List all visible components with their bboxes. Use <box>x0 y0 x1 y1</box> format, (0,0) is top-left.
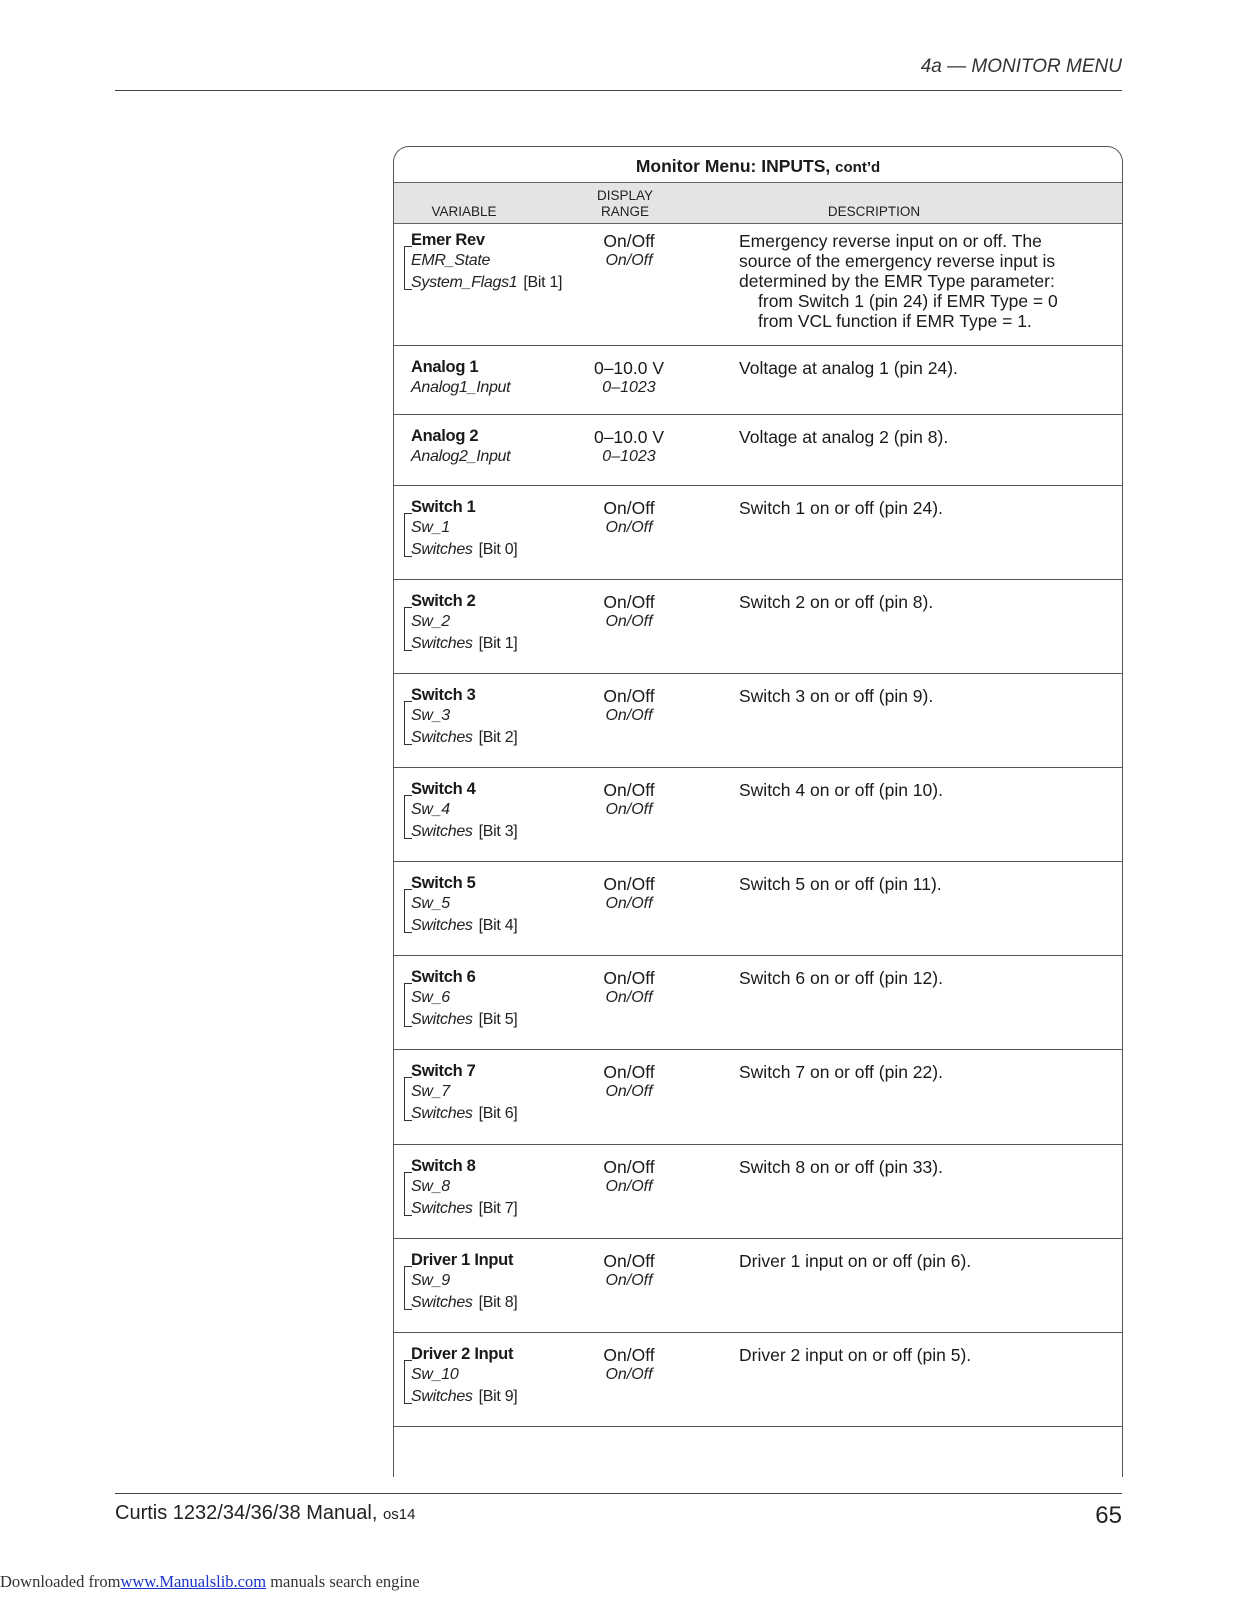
register-bit: [Bit 5] <box>478 1011 518 1028</box>
variable-name: Switch 1 <box>411 498 476 516</box>
vcl-register <box>411 1105 517 1123</box>
header-rule <box>115 90 1122 91</box>
description-line: determined by the EMR Type parameter: <box>739 271 1055 291</box>
register-name: System_Flags1 <box>411 274 518 291</box>
table-title-sub: cont’d <box>835 159 881 176</box>
vcl-range: 0–1023 <box>602 448 656 465</box>
register-name: Switches <box>411 1105 473 1122</box>
description-line: Driver 2 input on or off (pin 5). <box>739 1345 972 1365</box>
description <box>739 780 1099 800</box>
description <box>739 686 1099 706</box>
description-line: Switch 1 on or off (pin 24). <box>739 498 943 518</box>
vcl-variable: Sw_2 <box>411 613 450 630</box>
table-row <box>394 1238 1122 1333</box>
display-range: On/Off <box>603 968 655 988</box>
display-range: On/Off <box>603 1157 655 1177</box>
display-range: 0–10.0 V <box>593 358 665 378</box>
description-line: Switch 6 on or off (pin 12). <box>739 968 943 988</box>
download-suffix: manuals search engine <box>266 1572 420 1591</box>
display-range: On/Off <box>603 874 655 894</box>
vcl-variable: Sw_9 <box>411 1272 450 1289</box>
display-range: On/Off <box>603 498 655 518</box>
table-row <box>394 485 1122 580</box>
vcl-register <box>411 1200 517 1218</box>
vcl-register <box>411 635 517 653</box>
vcl-range: On/Off <box>605 1272 653 1289</box>
description <box>739 498 1099 518</box>
download-prefix: Downloaded from <box>0 1572 121 1591</box>
table-row <box>394 414 1122 486</box>
register-name: Switches <box>411 1011 473 1028</box>
description <box>739 231 1099 331</box>
table-title <box>394 156 1122 177</box>
page-number: 65 <box>1095 1502 1122 1529</box>
vcl-range: On/Off <box>605 1083 653 1100</box>
footer-manual-name: Curtis 1232/34/36/38 Manual, <box>115 1502 378 1524</box>
vcl-range: On/Off <box>605 1366 653 1383</box>
description-line: Switch 3 on or off (pin 9). <box>739 686 934 706</box>
table-row <box>394 767 1122 862</box>
vcl-variable: Sw_1 <box>411 519 450 536</box>
vcl-variable: Sw_5 <box>411 895 450 912</box>
description-line: Voltage at analog 1 (pin 24). <box>739 358 958 378</box>
register-name: Switches <box>411 729 473 746</box>
register-bit: [Bit 1] <box>523 274 563 291</box>
display-range: 0–10.0 V <box>593 427 665 447</box>
register-bit: [Bit 4] <box>478 917 518 934</box>
variable-name: Analog 1 <box>411 358 479 376</box>
table-row <box>394 861 1122 956</box>
footer-manual-title <box>115 1502 416 1525</box>
register-bit: [Bit 1] <box>478 635 518 652</box>
column-header-range-line1: DISPLAY <box>596 188 654 203</box>
table-row <box>394 345 1122 415</box>
description-line: Emergency reverse input on or off. The <box>739 231 1042 251</box>
register-bit: [Bit 6] <box>478 1105 518 1122</box>
register-name: Switches <box>411 541 473 558</box>
variable-name: Switch 4 <box>411 780 476 798</box>
description-line: Switch 7 on or off (pin 22). <box>739 1062 943 1082</box>
description <box>739 592 1099 612</box>
column-header-description: DESCRIPTION <box>827 204 921 219</box>
variable-name: Emer Rev <box>411 231 485 249</box>
description-line: Switch 8 on or off (pin 33). <box>739 1157 943 1177</box>
variable-name: Analog 2 <box>411 427 479 445</box>
table-row <box>394 579 1122 674</box>
table-title-main: Monitor Menu: INPUTS, <box>635 156 831 176</box>
table-row <box>394 1332 1122 1427</box>
display-range: On/Off <box>603 780 655 800</box>
table-row <box>394 955 1122 1050</box>
vcl-register <box>411 274 562 292</box>
monitor-menu-table <box>393 146 1123 1477</box>
vcl-register <box>411 1388 517 1406</box>
vcl-variable: Analog2_Input <box>411 448 511 465</box>
variable-name: Switch 5 <box>411 874 476 892</box>
vcl-range: On/Off <box>605 1178 653 1195</box>
column-header-variable: VARIABLE <box>431 204 497 219</box>
vcl-variable: Analog1_Input <box>411 379 511 396</box>
column-header-range <box>580 188 670 220</box>
manualslib-link[interactable]: www.Manualslib.com <box>120 1572 267 1591</box>
description-line: Switch 5 on or off (pin 11). <box>739 874 942 894</box>
display-range: On/Off <box>603 686 655 706</box>
section-header: 4a — MONITOR MENU <box>920 56 1122 77</box>
register-bit: [Bit 9] <box>478 1388 518 1405</box>
table-row <box>394 218 1122 346</box>
description <box>739 1251 1099 1271</box>
footer-rule <box>115 1493 1122 1494</box>
download-notice <box>0 1572 420 1592</box>
description <box>739 427 1099 447</box>
variable-name: Switch 3 <box>411 686 476 704</box>
register-bit: [Bit 7] <box>478 1200 518 1217</box>
vcl-variable: Sw_3 <box>411 707 450 724</box>
vcl-range: On/Off <box>605 519 653 536</box>
vcl-register <box>411 917 517 935</box>
description <box>739 1157 1099 1177</box>
register-name: Switches <box>411 1388 473 1405</box>
vcl-register <box>411 541 517 559</box>
description-line: Voltage at analog 2 (pin 8). <box>739 427 949 447</box>
vcl-variable: Sw_10 <box>411 1366 459 1383</box>
description-line: source of the emergency reverse input is <box>739 251 1056 271</box>
vcl-variable: Sw_7 <box>411 1083 450 1100</box>
vcl-range: On/Off <box>605 252 653 269</box>
vcl-register <box>411 1011 517 1029</box>
register-bit: [Bit 3] <box>478 823 518 840</box>
register-name: Switches <box>411 1200 473 1217</box>
register-bit: [Bit 2] <box>478 729 518 746</box>
variable-name: Switch 8 <box>411 1157 476 1175</box>
vcl-range: 0–1023 <box>602 379 656 396</box>
description-indented-line: from VCL function if EMR Type = 1. <box>758 311 1032 331</box>
register-name: Switches <box>411 1294 473 1311</box>
description-line: Switch 2 on or off (pin 8). <box>739 592 934 612</box>
register-name: Switches <box>411 823 473 840</box>
display-range: On/Off <box>603 1062 655 1082</box>
variable-name: Switch 2 <box>411 592 476 610</box>
vcl-variable: EMR_State <box>411 252 491 269</box>
table-row <box>394 1144 1122 1239</box>
description <box>739 968 1099 988</box>
variable-name: Driver 2 Input <box>411 1345 514 1363</box>
description <box>739 358 1099 378</box>
table-row <box>394 1049 1122 1145</box>
variable-name: Switch 7 <box>411 1062 476 1080</box>
register-bit: [Bit 8] <box>478 1294 518 1311</box>
display-range: On/Off <box>603 1251 655 1271</box>
register-name: Switches <box>411 917 473 934</box>
vcl-range: On/Off <box>605 989 653 1006</box>
vcl-range: On/Off <box>605 801 653 818</box>
column-header-range-line2: RANGE <box>600 204 649 219</box>
vcl-range: On/Off <box>605 895 653 912</box>
table-row <box>394 673 1122 768</box>
vcl-variable: Sw_4 <box>411 801 450 818</box>
register-bit: [Bit 0] <box>478 541 518 558</box>
vcl-register <box>411 729 517 747</box>
display-range: On/Off <box>603 592 655 612</box>
display-range: On/Off <box>603 1345 655 1365</box>
description-indented-line: from Switch 1 (pin 24) if EMR Type = 0 <box>758 291 1058 311</box>
description <box>739 874 1099 894</box>
description-line: Driver 1 input on or off (pin 6). <box>739 1251 972 1271</box>
footer-revision: os14 <box>382 1506 416 1523</box>
variable-name: Switch 6 <box>411 968 476 986</box>
vcl-register <box>411 823 517 841</box>
vcl-range: On/Off <box>605 613 653 630</box>
vcl-variable: Sw_6 <box>411 989 450 1006</box>
register-name: Switches <box>411 635 473 652</box>
variable-name: Driver 1 Input <box>411 1251 514 1269</box>
vcl-range: On/Off <box>605 707 653 724</box>
description <box>739 1062 1099 1082</box>
description-line: Switch 4 on or off (pin 10). <box>739 780 943 800</box>
description <box>739 1345 1099 1365</box>
vcl-register <box>411 1294 517 1312</box>
display-range: On/Off <box>603 231 655 251</box>
vcl-variable: Sw_8 <box>411 1178 450 1195</box>
